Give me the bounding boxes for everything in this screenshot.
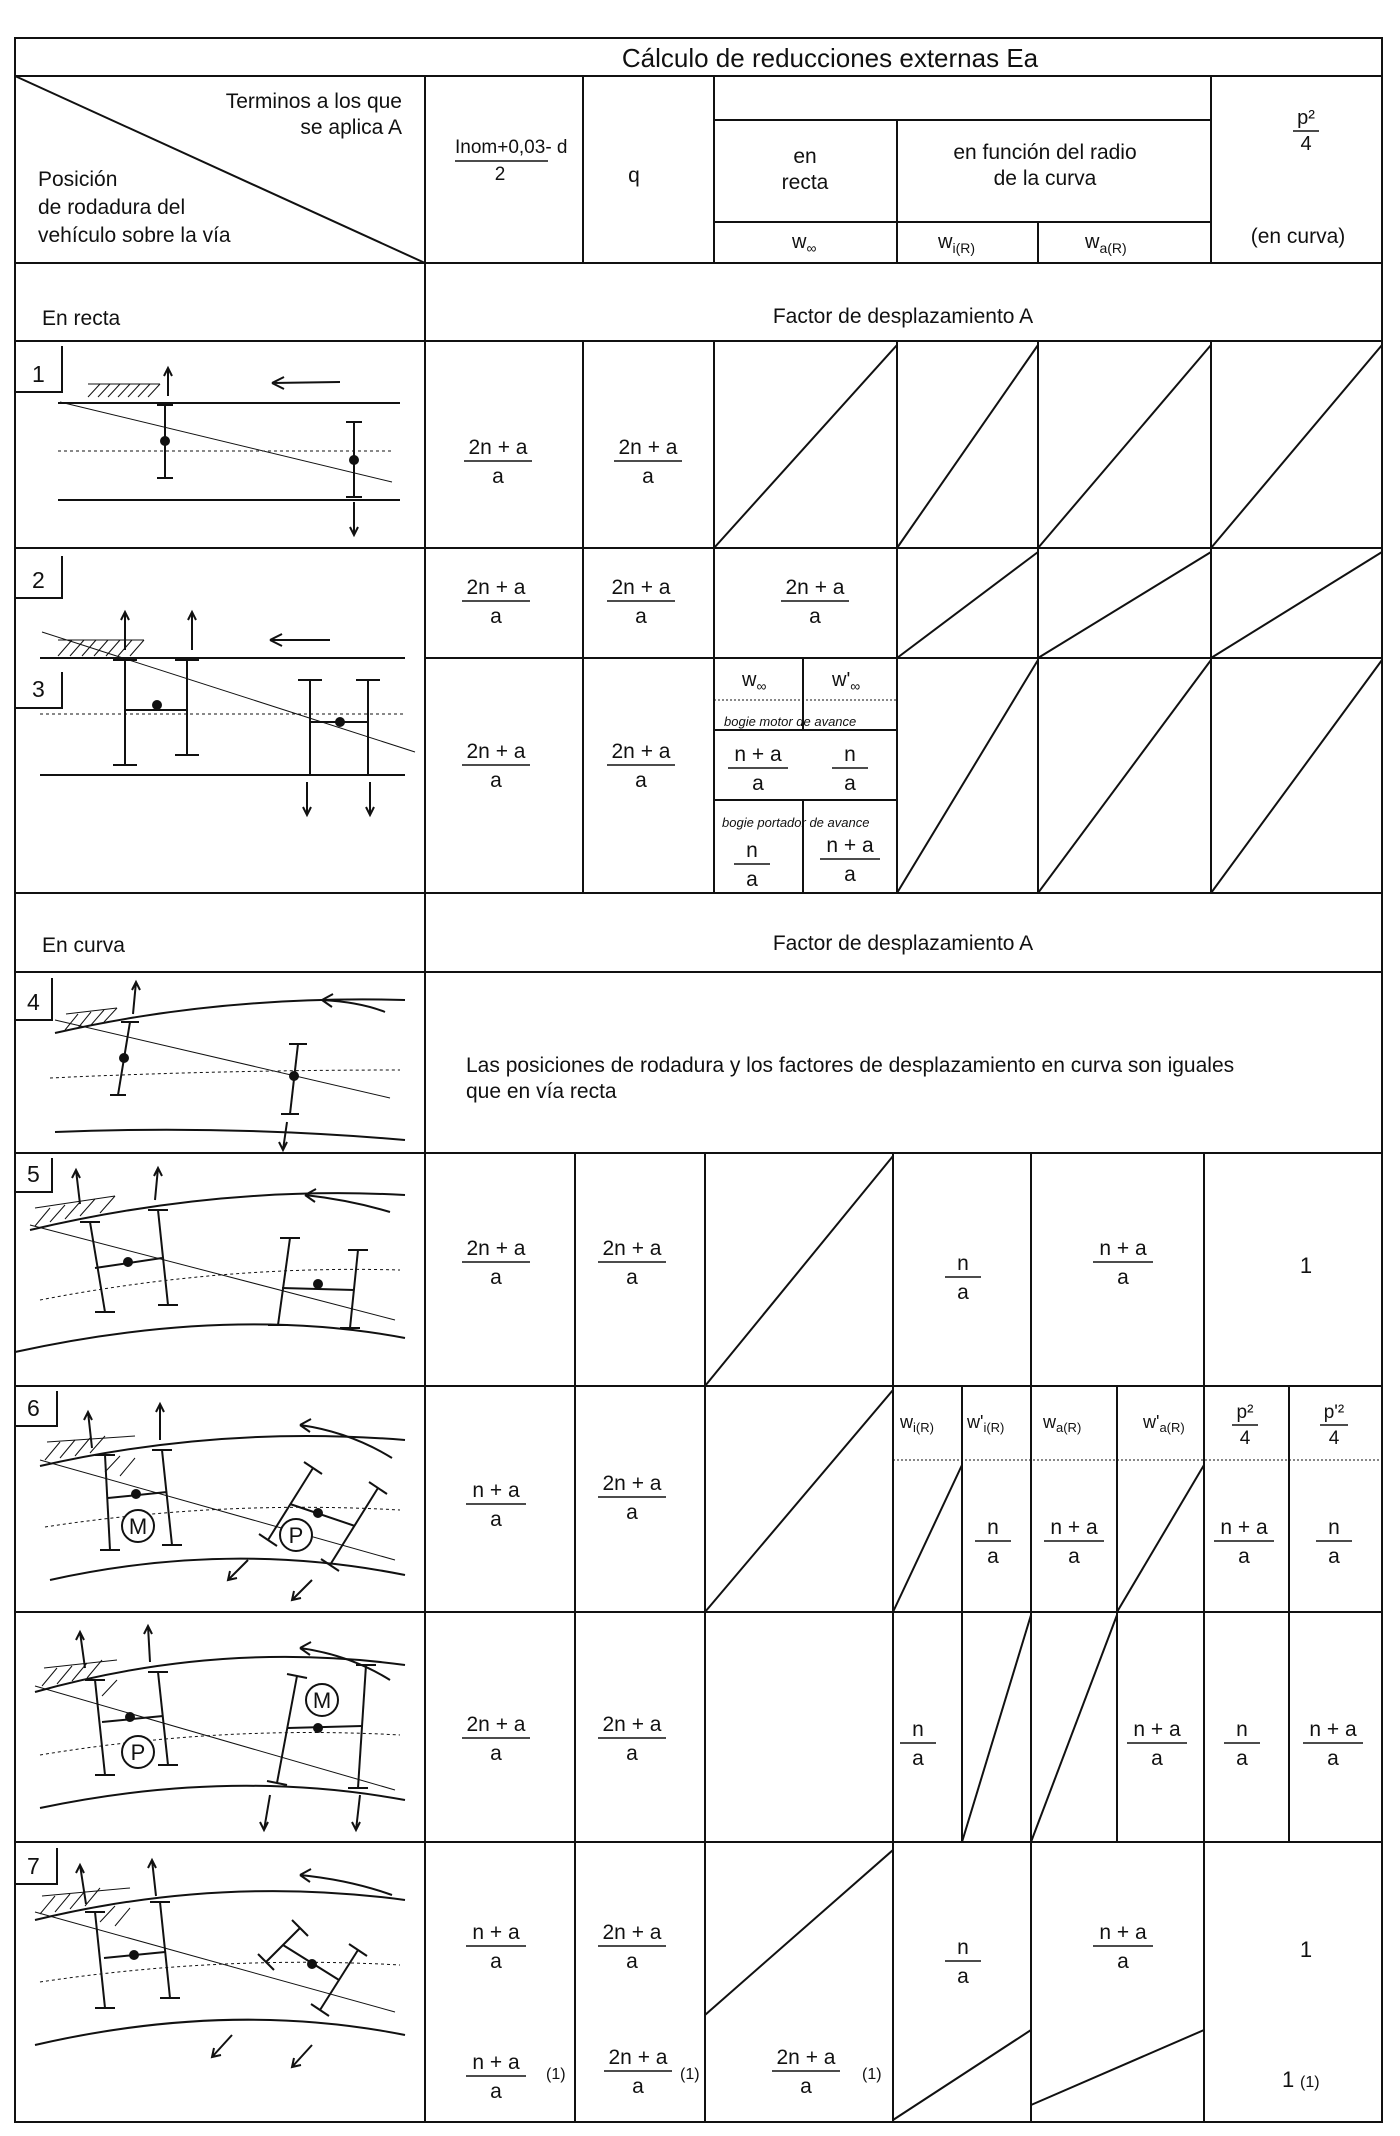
row6-p2-prime-den: 4 (1328, 1428, 1340, 1449)
fraction-numerator: 2n + a (466, 740, 526, 763)
label-bogie-motor: bogie motor de avance (724, 714, 857, 729)
row-number-5: 5 (27, 1161, 40, 1187)
row3-w-inf: $w_\infty$ (742, 669, 767, 694)
row7-col1-fraction (466, 1921, 526, 1973)
row3-col1-fraction (462, 740, 530, 792)
fraction-denominator: a (632, 2075, 644, 2098)
fraction-denominator: a (800, 2075, 812, 2098)
fraction-denominator: a (844, 863, 856, 886)
fraction-denominator: a (626, 1950, 638, 1973)
label-bogie-portador: bogie portador de avance (722, 815, 870, 830)
fraction-denominator: a (1068, 1545, 1080, 1568)
fraction-denominator: a (957, 1281, 969, 1304)
row4-text-line-2: que en vía recta (466, 1080, 617, 1103)
section-factor-curva: Factor de desplazamiento A (772, 932, 1034, 955)
fraction-numerator: 2n + a (466, 1237, 526, 1260)
row1-col2-fraction (614, 436, 682, 488)
row6-w-aR: $w_{a(R)}$ (1043, 1412, 1082, 1435)
row7-note-col3-fraction (772, 2046, 840, 2098)
row7-note-mark-1: (1) (546, 2066, 566, 2083)
sketch-row-4 (50, 982, 405, 1150)
fraction-denominator: a (490, 1266, 502, 1289)
row6a-col2-fraction (598, 1472, 666, 1524)
label-portador-6b: P (130, 1740, 146, 1765)
row6a-p2-fraction (1214, 1516, 1274, 1568)
sketch-row-7 (35, 1860, 405, 2067)
diag-bottom-line-3: vehículo sobre la vía (38, 224, 231, 247)
row6-w-iR-prime: $w'_{i(R)}$ (967, 1412, 1005, 1435)
fraction-denominator: a (957, 1965, 969, 1988)
diag-top-line-1: Terminos a los que (225, 90, 402, 113)
fraction-numerator: 2n + a (468, 436, 528, 459)
fraction-numerator: n (957, 1936, 969, 1959)
row-number-6: 6 (27, 1395, 40, 1421)
fraction-denominator: a (490, 605, 502, 628)
fraction-numerator: n (912, 1718, 924, 1741)
row-number-2: 2 (32, 567, 45, 593)
diag-top-line-2: se aplica A (300, 116, 402, 139)
section-factor-recta: Factor de desplazamiento A (772, 305, 1034, 328)
row-number-7: 7 (27, 1853, 40, 1879)
fraction-numerator: 2n + a (602, 1713, 662, 1736)
fraction-numerator: 2n + a (785, 576, 845, 599)
header-w-inf: $w_\infty$ (792, 231, 817, 256)
fraction-denominator: a (635, 605, 647, 628)
sketch-row-6b (35, 1626, 405, 1830)
row7-note-col2-fraction (604, 2046, 672, 2098)
fraction-denominator: a (635, 769, 647, 792)
row6-p2-prime: p'² (1323, 1402, 1345, 1423)
fraction-denominator: a (746, 868, 758, 891)
row6b-col1-fraction (462, 1713, 530, 1765)
fraction-numerator: n + a (826, 834, 874, 857)
not-applicable-strokes (705, 345, 1382, 2120)
fraction-denominator: a (492, 465, 504, 488)
row7-col2-fraction (598, 1921, 666, 1973)
fraction-numerator: n (1236, 1718, 1248, 1741)
fraction-numerator: 2n + a (466, 1713, 526, 1736)
fraction-denominator: a (844, 772, 856, 795)
fraction-denominator: a (1151, 1747, 1163, 1770)
diag-bottom-line-2: de rodadura del (38, 196, 186, 219)
fraction-denominator: a (490, 769, 502, 792)
en-recta-line-2: recta (781, 171, 829, 194)
row5-col2-fraction (598, 1237, 666, 1289)
row6a-col1-fraction (466, 1479, 526, 1531)
row7-value-one: 1 (1299, 1937, 1313, 1962)
row7-w-aR-fraction (1093, 1921, 1153, 1973)
fraction-numerator: n + a (1220, 1516, 1268, 1539)
funcion-line-1: en función del radio (953, 141, 1137, 164)
page-title: Cálculo de reducciones externas Ea (621, 43, 1039, 73)
fraction-numerator: n + a (1133, 1718, 1181, 1741)
row7-note-col1-fraction (466, 2051, 526, 2103)
fraction-numerator: n + a (734, 743, 782, 766)
fraction-denominator: a (1328, 1545, 1340, 1568)
fraction-numerator: 2n + a (776, 2046, 836, 2069)
row2-col1-fraction (462, 576, 530, 628)
fraction-denominator: a (626, 1266, 638, 1289)
row7-note-mark-3: (1) (862, 2066, 882, 2083)
fraction-numerator: 2n + a (602, 1921, 662, 1944)
row-number-3: 3 (32, 676, 45, 702)
label-portador-6a: P (288, 1523, 304, 1548)
fraction-denominator: a (987, 1545, 999, 1568)
fraction-denominator: a (490, 1950, 502, 1973)
row5-w-iR-fraction (945, 1252, 981, 1304)
row3-bogie-motor-w-inf-prime (832, 743, 868, 795)
row7-w-iR-fraction (945, 1936, 981, 1988)
row6-w-iR: $w_{i(R)}$ (900, 1412, 934, 1435)
row6-p2-den: 4 (1239, 1428, 1251, 1449)
fraction-numerator: n (746, 839, 758, 862)
row2-col3-fraction (781, 576, 849, 628)
sketch-row-2-3 (40, 612, 415, 815)
fraction-denominator: a (1236, 1747, 1248, 1770)
sketch-row-6a (40, 1404, 405, 1600)
fraction-numerator: n (844, 743, 856, 766)
row3-bogie-portador-w-inf (734, 839, 770, 891)
row7-note-mark-2: (1) (680, 2066, 700, 2083)
sketch-row-5 (15, 1168, 405, 1352)
fraction-denominator: a (912, 1747, 924, 1770)
row1-col1-fraction (464, 436, 532, 488)
diag-bottom-line-1: Posición (38, 168, 118, 191)
row-number-1: 1 (32, 361, 45, 387)
row3-bogie-portador-w-inf-prime (820, 834, 880, 886)
fraction-numerator: 2n + a (608, 2046, 668, 2069)
row3-bogie-motor-w-inf (728, 743, 788, 795)
sketch-row-1 (58, 368, 400, 535)
row6b-col2-fraction (598, 1713, 666, 1765)
header-w-iR: $w_{i(R)}$ (938, 231, 975, 256)
fraction-denominator: a (1238, 1545, 1250, 1568)
funcion-line-2: de la curva (993, 167, 1097, 190)
row5-value-one: 1 (1299, 1253, 1313, 1278)
fraction-denominator: a (1117, 1950, 1129, 1973)
row7-value-one-note: 1 (1282, 2067, 1295, 2092)
en-recta-line-1: en (793, 145, 817, 168)
row6b-p2-fraction (1224, 1718, 1260, 1770)
fraction-numerator: n + a (1050, 1516, 1098, 1539)
row5-w-aR-fraction (1093, 1237, 1153, 1289)
fraction-numerator: 2n + a (466, 576, 526, 599)
fraction-numerator: 2n + a (602, 1237, 662, 1260)
fraction-denominator: a (1117, 1266, 1129, 1289)
row3-w-inf-prime: $w'_\infty$ (832, 669, 861, 694)
row6a-w-iR-prime-fraction (975, 1516, 1011, 1568)
section-en-curva: En curva (42, 934, 125, 957)
fraction-denominator: a (752, 772, 764, 795)
fraction-values (462, 436, 1363, 2103)
row6a-p2-prime-fraction (1316, 1516, 1352, 1568)
header-p2: p² (1297, 107, 1315, 129)
fraction-denominator: a (626, 1501, 638, 1524)
fraction-numerator: n + a (472, 2051, 520, 2074)
row6-w-aR-prime: $w'_{a(R)}$ (1143, 1412, 1185, 1435)
header-w-aR: $w_{a(R)}$ (1085, 231, 1127, 256)
row6a-w-aR-fraction (1044, 1516, 1104, 1568)
fraction-numerator: 2n + a (611, 576, 671, 599)
fraction-numerator: n + a (1099, 1237, 1147, 1260)
fraction-numerator: 2n + a (618, 436, 678, 459)
fraction-denominator: a (490, 1742, 502, 1765)
row4-text-line-1: Las posiciones de rodadura y los factores de desplazamiento en curva son iguales (466, 1054, 1235, 1077)
row6b-w-aR-prime-fraction (1127, 1718, 1187, 1770)
fraction-numerator: n + a (472, 1479, 520, 1502)
row5-col1-fraction (462, 1237, 530, 1289)
col1-numerator: Inom+0,03- d (455, 137, 568, 158)
row6-p2: p² (1236, 1402, 1254, 1423)
label-motor-6a: M (128, 1514, 148, 1539)
row-number-4: 4 (27, 989, 40, 1015)
row7-note-mark-4: (1) (1300, 2074, 1320, 2091)
col2-q: q (628, 164, 640, 187)
row3-col2-fraction (607, 740, 675, 792)
fraction-numerator: n + a (1099, 1921, 1147, 1944)
label-motor-6b: M (312, 1688, 332, 1713)
fraction-denominator: a (490, 1508, 502, 1531)
fraction-numerator: n (957, 1252, 969, 1275)
header-p2-den: 4 (1300, 133, 1312, 155)
fraction-denominator: a (490, 2080, 502, 2103)
header-en-curva: (en curva) (1250, 225, 1346, 248)
row6b-p2-prime-fraction (1303, 1718, 1363, 1770)
fraction-denominator: a (626, 1742, 638, 1765)
fraction-denominator: a (809, 605, 821, 628)
fraction-numerator: n + a (1309, 1718, 1357, 1741)
fraction-numerator: n (1328, 1516, 1340, 1539)
fraction-numerator: n (987, 1516, 999, 1539)
fraction-numerator: n + a (472, 1921, 520, 1944)
row2-col2-fraction (607, 576, 675, 628)
row6b-w-iR-fraction (900, 1718, 936, 1770)
table-grid (15, 38, 1382, 2122)
fraction-denominator: a (642, 465, 654, 488)
fraction-numerator: 2n + a (611, 740, 671, 763)
fraction-numerator: 2n + a (602, 1472, 662, 1495)
section-en-recta: En recta (42, 307, 121, 330)
fraction-denominator: a (1327, 1747, 1339, 1770)
col1-denominator: 2 (494, 164, 506, 185)
